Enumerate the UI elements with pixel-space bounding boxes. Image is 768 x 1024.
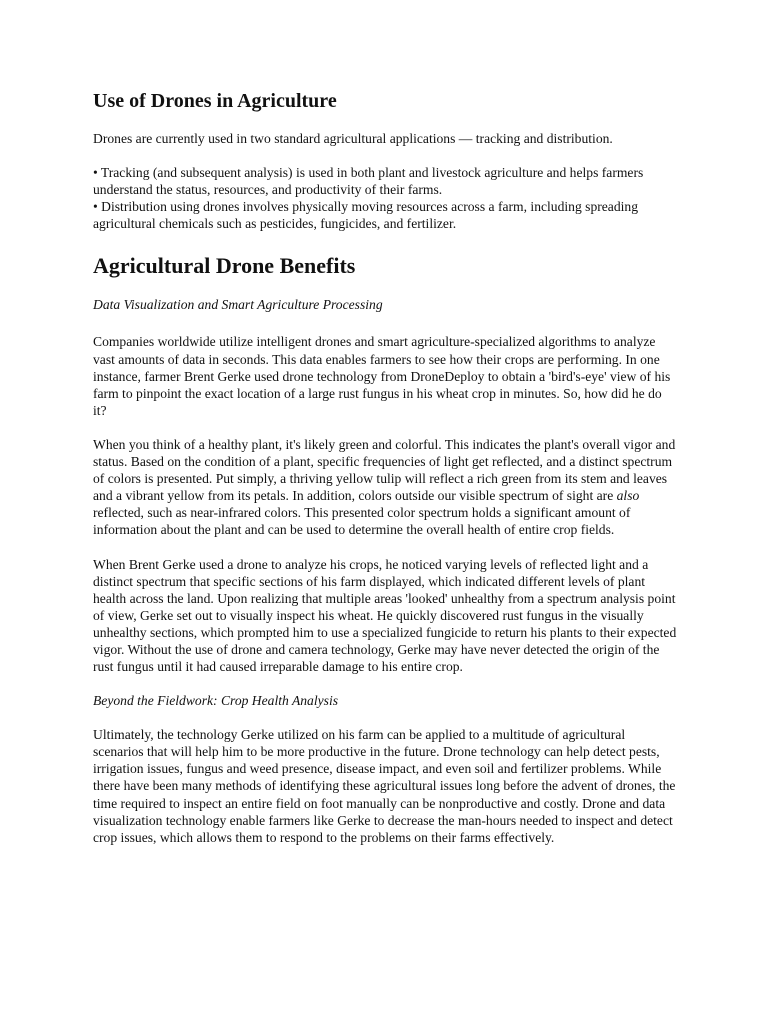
subsection-title-data-visualization: Data Visualization and Smart Agriculture Processing bbox=[93, 297, 383, 313]
paragraph-healthy-plant-part1: When you think of a healthy plant, it's likely green and colorful. This indicates the plant's overall vigor and status. Based on the condition of a plant, specific frequencies of light get reflected, and a distinct spectrum of colors is presented. Put simply, a thriving yellow tulip will reflect a rich green from its stem and leaves and a vibrant yellow from its petals. In addition, colors outside our visible spectrum of sight are bbox=[93, 436, 676, 504]
bullet-tracking: • Tracking (and subsequent analysis) is used in both plant and livestock agriculture and helps farmers understand the status, resources, and productivity of their farms. bbox=[93, 165, 644, 198]
intro-paragraph: Drones are currently used in two standard agricultural applications — tracking and distribution. bbox=[93, 131, 613, 146]
document-title: Use of Drones in Agriculture bbox=[93, 90, 337, 112]
section-title: Agricultural Drone Benefits bbox=[93, 253, 356, 279]
paragraph-brent-gerke: When Brent Gerke used a drone to analyze his crops, he noticed varying levels of reflected light and a distinct spectrum that specific sections of his farm displayed, which indicated different levels of plant health across the land. Upon realizing that multiple areas 'looked' unhealthy from a spectrum analysis point of view, Gerke set out to visually inspect his wheat. He quickly discovered rust fungus in the visually unhealthy sections, which prompted him to use a specialized fungicide to return his plants to their expected vigor. Without the use of drone and camera technology, Gerke may have never detected the origin of the rust fungus until it had caused irreparable damage to his entire crop. bbox=[93, 556, 677, 675]
bullet-list bbox=[93, 164, 677, 232]
paragraph-healthy-plant bbox=[93, 436, 677, 539]
subsection-title-crop-health: Beyond the Fieldwork: Crop Health Analysis bbox=[93, 693, 339, 709]
document-page bbox=[93, 88, 677, 846]
bullet-distribution: • Distribution using drones involves physically moving resources across a farm, including spreading agricultural chemicals such as pesticides, fungicides, and fertilizer. bbox=[93, 199, 639, 232]
emphasis-also: also bbox=[616, 488, 640, 504]
paragraph-companies: Companies worldwide utilize intelligent drones and smart agriculture-specialized algorithms to analyze vast amounts of data in seconds. This data enables farmers to see how their crops are performing. In one instance, farmer Brent Gerke used drone technology from DroneDeploy to obtain a 'bird's-eye' view of his farm to pinpoint the exact location of a large rust fungus in his wheat crop in minutes. So, how did he do it? bbox=[93, 334, 671, 418]
paragraph-healthy-plant-part2: reflected, such as near-infrared colors. This presented color spectrum holds a significant amount of information about the plant and can be used to determine the overall health of entire crop fields. bbox=[93, 505, 631, 538]
paragraph-ultimately: Ultimately, the technology Gerke utilized on his farm can be applied to a multitude of agricultural scenarios that will help him to be more productive in the future. Drone technology can help detect pests, irrigation issues, fungus and weed presence, disease impact, and even soil and fertilizer problems. While there have been many methods of identifying these agricultural issues long before the advent of drones, the time required to inspect an entire field on foot manually can be nonproductive and costly. Drone and data visualization technology enable farmers like Gerke to decrease the man-hours needed to inspect and detect crop issues, which allows them to respond to the problems on their farms effectively. bbox=[93, 727, 676, 845]
